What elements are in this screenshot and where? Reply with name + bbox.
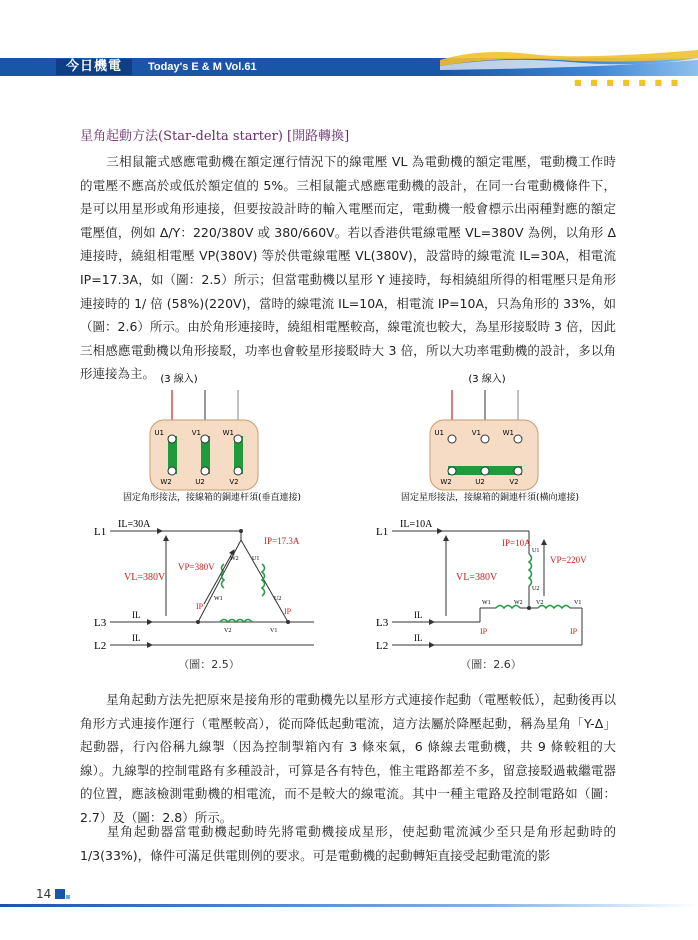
header-dots-decoration: ■ ■ ■ ■ ■ ■ ■ — [574, 78, 682, 87]
svg-text:IL: IL — [414, 633, 423, 643]
right-box-caption: 固定星形接法，接線箱的銅連杆須(橫向連接) — [400, 493, 580, 503]
svg-text:L2: L2 — [94, 640, 107, 652]
left-box-caption: 固定角形接法，接線箱的銅連杆須(垂直連接) — [122, 493, 302, 503]
svg-text:V1: V1 — [270, 628, 278, 634]
page-number-marker — [55, 889, 65, 899]
svg-text:L3: L3 — [376, 617, 389, 629]
svg-text:V2: V2 — [229, 478, 239, 486]
svg-text:W1: W1 — [482, 600, 491, 606]
svg-text:W2: W2 — [230, 556, 239, 562]
svg-text:U2: U2 — [475, 478, 485, 486]
wiring-figure — [84, 364, 624, 676]
svg-text:IL: IL — [132, 633, 141, 643]
paragraph-1 — [80, 150, 616, 386]
star-circuit — [376, 519, 587, 652]
svg-text:IP: IP — [196, 602, 204, 611]
svg-text:IL=10A: IL=10A — [400, 519, 433, 530]
left-terminal-box — [150, 390, 258, 490]
svg-text:L1: L1 — [94, 526, 107, 538]
svg-text:V2: V2 — [509, 478, 519, 486]
magazine-title: Today's E & M Vol.61 — [148, 61, 257, 73]
svg-text:VL=380V: VL=380V — [124, 572, 166, 583]
section-heading: 星角起動方法(Star-delta starter) [開路轉換] — [80, 129, 350, 144]
footer-line — [0, 904, 698, 907]
right-3wire-label: (3 線入) — [468, 374, 506, 385]
svg-text:VP=220V: VP=220V — [550, 555, 587, 565]
svg-text:IL: IL — [414, 610, 423, 620]
svg-text:W2: W2 — [440, 478, 452, 486]
svg-text:VP=380V: VP=380V — [178, 562, 215, 572]
delta-figure-caption: （圖：2.5） — [178, 658, 240, 671]
svg-text:W2: W2 — [160, 478, 172, 486]
svg-text:IP: IP — [480, 627, 488, 636]
paragraph-3 — [80, 820, 616, 867]
header-wave-decoration — [440, 46, 698, 78]
left-3wire-label: (3 線入) — [160, 374, 198, 385]
svg-text:U1: U1 — [434, 429, 444, 437]
paragraph-2-text: 星角起動方法先把原來是接角形的電動機先以星形方式連接作起動（電壓較低），起動後再以角形方式連接作運行（電壓較高），從而降低起動電流，這方法屬於降壓起動，稱為星角「Y-Δ」起動器，行內俗稱九線掣（因為控制掣箱內有 3 條來氣，6 條線去電動機，共 9 條較粗的大線）。九線掣的控制電路有多種設計，可算是各有特色，惟主電路都差不多，留意接駁過載繼電器的位置，應該檢測電動機的相電流，而不是較大的線電流。其中一種主電路及控制電路如（圖：2.7）及（圖：2.8）所示。 — [80, 692, 616, 825]
section-label: 今日機電 — [56, 59, 132, 75]
svg-text:IP=17.3A: IP=17.3A — [264, 536, 300, 546]
svg-text:U2: U2 — [532, 586, 540, 592]
svg-text:U1: U1 — [532, 548, 540, 554]
svg-text:W2: W2 — [514, 600, 523, 606]
svg-text:W1: W1 — [214, 596, 223, 602]
right-terminal-box — [430, 390, 538, 490]
svg-text:U1: U1 — [252, 556, 260, 562]
paragraph-3-text: 星角起動器當電動機起動時先將電動機接成星形，使起動電流減少至只是角形起動時的 1/3(33%)，條件可滿足供電則例的要求。可是電動機的起動轉矩直接受起動電流的影 — [80, 824, 616, 863]
svg-text:L2: L2 — [376, 640, 389, 652]
svg-text:U2: U2 — [195, 478, 205, 486]
svg-text:V2: V2 — [224, 628, 232, 634]
paragraph-1-text: 三相鼠籠式感應電動機在額定運行情況下的線電壓 VL 為電動機的額定電壓，電動機工作時的電壓不應高於或低於額定值的 5%。三相鼠籠式感應電動機的設計，在同一台電動機條件下，是可以用星形或角形連接，但要按設計時的輸入電壓而定，電動機一般會標示出兩種對應的額定電壓值，例如 Δ/Y：220/380V 或 380/660V。若以香港供電線電壓 VL=380V 為例，以角形 Δ 連接時，繞組相電壓 VP(380V) 等於供電線電壓 VL(380V)，設當時的線電流 IL=30A，相電流 IP=17.3A，如（圖：2.5）所示；但當電動機以星形 Y 連接時，每相繞組所得的相電壓只是角形連接時的 1/ 倍 (58%)(220V)，當時的線電流 IL=10A，相電流 IP=10A，只為角形的 33%，如（圖：2.6）所示。由於角形連接時，繞組相電壓較高，線電流也較大，為星形接駁時 3 倍，因此三相感應電動機以角形接駁，功率也會較星形接駁時大 3 倍，所以大功率電動機的設計，多以角形連接為主。 — [80, 154, 616, 382]
wiring-diagram-svg — [84, 364, 624, 676]
svg-text:U1: U1 — [154, 429, 164, 437]
paragraph-2 — [80, 688, 616, 830]
svg-text:IP: IP — [284, 607, 292, 616]
svg-text:VL=380V: VL=380V — [456, 572, 498, 583]
svg-text:U2: U2 — [274, 596, 282, 602]
svg-text:IL=30A: IL=30A — [118, 519, 151, 530]
svg-text:L3: L3 — [94, 617, 107, 629]
svg-text:W1: W1 — [222, 429, 234, 437]
star-figure-caption: （圖：2.6） — [460, 658, 522, 671]
svg-text:IP: IP — [570, 627, 578, 636]
svg-text:V1: V1 — [471, 429, 481, 437]
svg-text:W1: W1 — [502, 429, 514, 437]
svg-text:L1: L1 — [376, 526, 389, 538]
page-number-marker-small — [66, 895, 70, 899]
svg-text:IL: IL — [132, 610, 141, 620]
page-number: 14 — [36, 887, 52, 901]
svg-text:IP=10A: IP=10A — [502, 538, 531, 548]
svg-text:V1: V1 — [191, 429, 201, 437]
svg-text:V2: V2 — [536, 600, 544, 606]
svg-text:V1: V1 — [574, 600, 582, 606]
delta-circuit — [94, 519, 314, 652]
